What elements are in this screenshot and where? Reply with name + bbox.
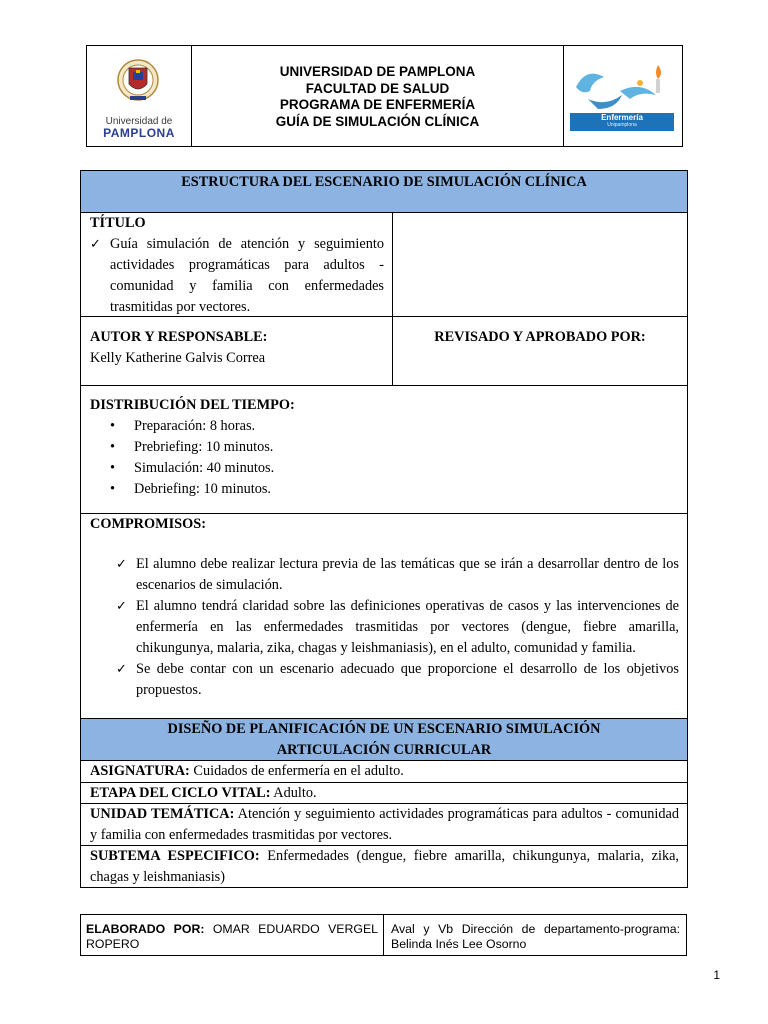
logo-text-top: Universidad de: [105, 116, 173, 127]
unidad-value: Atención y seguimiento actividades programáticas para adultos - comunidad y familia con enfermedades trasmitidas por vectores.: [90, 806, 679, 843]
structure-title-bar: [80, 170, 688, 213]
distribucion-item: • Prebriefing: 10 minutos.: [90, 437, 679, 458]
titulo-label: TÍTULO: [90, 215, 146, 231]
compromisos-cell: [80, 513, 688, 719]
distribucion-item: • Simulación: 40 minutos.: [90, 458, 679, 479]
diseno-title-line1: DISEÑO DE PLANIFICACIÓN DE UN ESCENARIO SIMULACIÓN: [167, 721, 601, 737]
distribucion-item: • Preparación: 8 horas.: [90, 416, 679, 437]
elaborado-cell: [81, 915, 384, 955]
aval-cell: [385, 915, 686, 955]
subtema-row: [80, 845, 688, 888]
etapa-row: [80, 782, 688, 804]
document-header: [86, 45, 683, 147]
asignatura-value: Cuidados de enfermería en el adulto.: [193, 763, 404, 779]
autor-name: Kelly Katherine Galvis Correa: [90, 350, 266, 366]
nursing-logo-text: Enfermería: [601, 113, 643, 122]
subtema-value: Enfermedades (dengue, fiebre amarilla, chikungunya, malaria, zika, chagas y leishmaniasis): [90, 848, 680, 885]
header-line-faculty: FACULTAD DE SALUD: [305, 80, 450, 96]
compromisos-label: COMPROMISOS:: [90, 516, 206, 532]
etapa-label: ETAPA DEL CICLO VITAL:: [90, 785, 271, 801]
elaborado-label: ELABORADO POR:: [86, 922, 205, 936]
elaborado-value: OMAR EDUARDO VERGEL ROPERO: [86, 922, 378, 951]
logo-text-bottom: PAMPLONA: [103, 126, 175, 140]
autor-cell: [80, 316, 393, 386]
nursing-logo-subtext: Unipamplona: [607, 122, 637, 128]
compromisos-item: ✓ El alumno tendrá claridad sobre las definiciones operativas de casos y las intervenciones de enfermería en las enfermedades trasmitidas por vectores (dengue, fiebre amarilla, chikungunya, malaria, zika, chagas y leishmaniasis), en el adulto, comunidad y familia.: [116, 596, 679, 659]
subtema-label: SUBTEMA ESPECIFICO:: [90, 848, 260, 864]
document-footer: [80, 914, 687, 956]
titulo-item: ✓ Guía simulación de atención y seguimiento actividades programáticas para adultos - comunidad y familia con enfermedades trasmitidas por vectores.: [90, 234, 384, 318]
compromisos-item: ✓ El alumno debe realizar lectura previa de las temáticas que se irán a desarrollar dentro de los escenarios de simulación.: [116, 554, 679, 596]
titulo-empty-cell: [392, 212, 688, 317]
unidad-label: UNIDAD TEMÁTICA:: [90, 806, 235, 822]
header-title-block: [192, 64, 563, 130]
diseno-title-bar: [80, 718, 688, 761]
revisado-label: REVISADO Y APROBADO POR:: [434, 329, 646, 345]
university-logo-cell: [87, 46, 192, 146]
aval-text: Aval y Vb Dirección de departamento-programa: Belinda Inés Lee Osorno: [391, 922, 680, 951]
header-line-program: PROGRAMA DE ENFERMERÍA: [279, 97, 476, 112]
compromisos-item: ✓ Se debe contar con un escenario adecuado que proporcione el desarrollo de los objetivos propuestos.: [116, 659, 679, 701]
page-number: 1: [713, 968, 720, 982]
distribucion-cell: [80, 385, 688, 514]
university-crest-icon: [116, 56, 160, 112]
header-line-guide: GUÍA DE SIMULACIÓN CLÍNICA: [275, 113, 480, 129]
titulo-cell: [80, 212, 393, 317]
asignatura-label: ASIGNATURA:: [90, 763, 190, 779]
asignatura-row: [80, 760, 688, 783]
nursing-logo-cell: [563, 46, 682, 146]
distribucion-item: • Debriefing: 10 minutos.: [90, 479, 679, 500]
autor-label: AUTOR Y RESPONSABLE:: [90, 329, 268, 345]
header-line-university: UNIVERSIDAD DE PAMPLONA: [279, 64, 476, 79]
unidad-row: [80, 803, 688, 846]
distribucion-label: DISTRIBUCIÓN DEL TIEMPO:: [90, 397, 295, 413]
revisado-cell: [392, 316, 688, 386]
diseno-title-line2: ARTICULACIÓN CURRICULAR: [276, 741, 492, 758]
etapa-value: Adulto.: [273, 785, 317, 801]
structure-title: ESTRUCTURA DEL ESCENARIO DE SIMULACIÓN CLÍNICA: [181, 174, 587, 190]
